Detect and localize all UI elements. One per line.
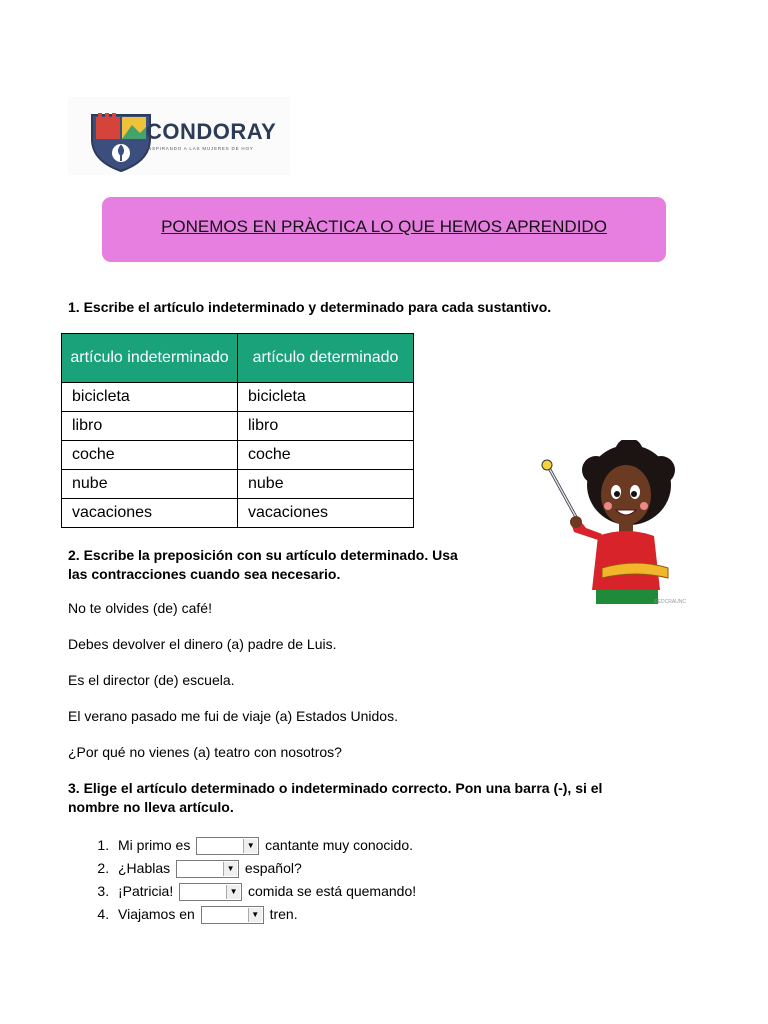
item-text-before: Mi primo es — [118, 837, 191, 853]
table-cell[interactable]: bicicleta — [62, 383, 238, 412]
logo-name: CONDORAY — [146, 119, 277, 144]
article-dropdown[interactable] — [201, 906, 264, 924]
header-definite: artículo determinado — [238, 334, 414, 383]
sentence-4: El verano pasado me fui de viaje (a) Estados Unidos. — [68, 708, 398, 724]
table-cell[interactable]: coche — [62, 441, 238, 470]
teacher-illustration — [536, 440, 696, 610]
articles-table — [61, 333, 414, 528]
article-dropdown[interactable] — [179, 883, 242, 901]
item-text-after: cantante muy conocido. — [265, 837, 414, 853]
article-dropdown[interactable] — [176, 860, 239, 878]
chevron-down-icon: ▼ — [248, 908, 262, 922]
chevron-down-icon: ▼ — [243, 839, 257, 853]
table-cell[interactable]: nube — [62, 470, 238, 499]
table-cell[interactable]: libro — [62, 412, 238, 441]
page-title: PONEMOS EN PRÀCTICA LO QUE HEMOS APRENDIDO — [161, 217, 607, 236]
item-text-before: ¿Hablas — [118, 860, 171, 876]
table-row — [62, 499, 414, 528]
table-cell[interactable]: coche — [238, 441, 414, 470]
list-item — [113, 903, 416, 926]
list-item — [113, 857, 416, 880]
table-row — [62, 412, 414, 441]
sentence-5: ¿Por qué no vienes (a) teatro con nosotros? — [68, 744, 342, 760]
illustration-credit: ©EDCRAUNC — [654, 599, 687, 605]
sentence-1: No te olvides (de) café! — [68, 600, 212, 616]
section2-instruction-line1: 2. Escribe la preposición con su artículo determinado. Usa — [68, 547, 458, 563]
list-item — [113, 880, 416, 903]
item-text-before: Viajamos en — [118, 906, 195, 922]
section3-instruction — [68, 779, 602, 817]
table-cell[interactable]: vacaciones — [62, 499, 238, 528]
table-cell[interactable]: libro — [238, 412, 414, 441]
table-row — [62, 383, 414, 412]
section2-instruction — [68, 546, 458, 584]
section1-instruction: 1. Escribe el artículo indeterminado y determinado para cada sustantivo. — [68, 299, 552, 315]
title-banner — [102, 197, 666, 262]
table-row — [62, 470, 414, 499]
section3-instruction-line1: 3. Elige el artículo determinado o indeterminado correcto. Pon una barra (-), si el — [68, 780, 603, 796]
section2-instruction-line2: las contracciones cuando sea necesario. — [68, 566, 341, 582]
sentence-2: Debes devolver el dinero (a) padre de Luis. — [68, 636, 337, 652]
table-header-row — [62, 334, 414, 383]
item-text-before: ¡Patricia! — [118, 883, 174, 899]
item-text-after: comida se está quemando! — [248, 883, 417, 899]
table-cell[interactable]: bicicleta — [238, 383, 414, 412]
item-text-after: español? — [244, 860, 302, 876]
chevron-down-icon: ▼ — [223, 862, 237, 876]
table-cell[interactable]: vacaciones — [238, 499, 414, 528]
chevron-down-icon: ▼ — [226, 885, 240, 899]
teacher-icon — [536, 440, 696, 610]
item-text-after: tren. — [269, 906, 298, 922]
table-cell[interactable]: nube — [238, 470, 414, 499]
header-indefinite: artículo indeterminado — [62, 334, 238, 383]
logo-tagline: INSPIRANDO A LAS MUJERES DE HOY — [146, 146, 254, 151]
sentence-3: Es el director (de) escuela. — [68, 672, 235, 688]
list-item — [113, 834, 416, 857]
school-logo — [68, 97, 290, 175]
section3-instruction-line2: nombre no lleva artículo. — [68, 799, 234, 815]
table-row — [62, 441, 414, 470]
article-dropdown[interactable] — [196, 837, 259, 855]
exercise3-list — [68, 834, 416, 926]
